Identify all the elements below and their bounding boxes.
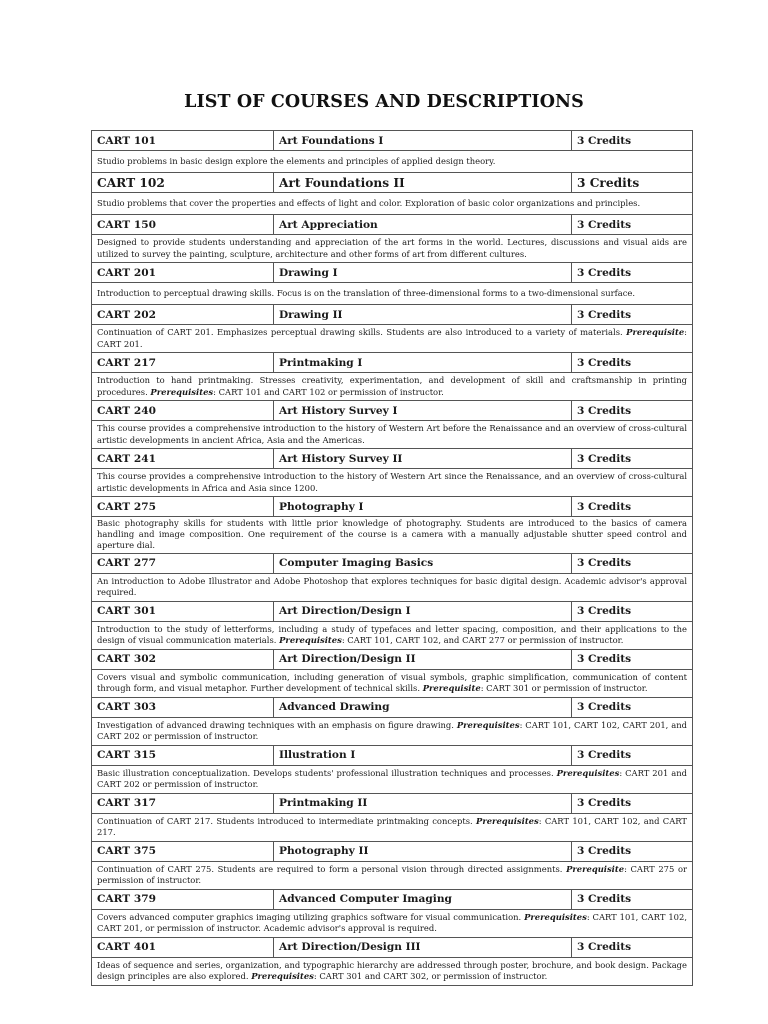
course-code: CART 401 <box>92 937 274 957</box>
prerequisite-label: Prerequisites <box>251 971 314 982</box>
prerequisite-label: Prerequisite <box>626 327 685 338</box>
course-code: CART 379 <box>92 889 274 909</box>
description-text: Studio problems that cover the properties and effects of light and color. Exploration of basic color organizations and principles. <box>97 197 641 208</box>
prerequisite-text: : CART 201 and CART 202 or permission of instructor. <box>97 767 688 790</box>
course-code: CART 102 <box>92 173 274 193</box>
course-description-row <box>92 193 693 215</box>
course-credits: 3 Credits <box>572 553 693 573</box>
course-credits: 3 Credits <box>572 889 693 909</box>
course-name: Art Foundations I <box>274 131 572 151</box>
course-code: CART 202 <box>92 305 274 325</box>
course-description-row <box>92 909 693 937</box>
course-description <box>92 193 693 215</box>
description-text: This course provides a comprehensive introduction to the history of Western Art since the Renaissance, and an overview of cross-cultural artistic developments in Africa and Asia since 1200. <box>97 471 687 493</box>
description-text: Introduction to the study of letterforms, including a study of typefaces and letter spacing, composition, and their applications to the design of visual communication materials. <box>97 623 687 646</box>
course-credits: 3 Credits <box>572 131 693 151</box>
course-header-row <box>92 649 693 669</box>
course-name: Art Appreciation <box>274 215 572 235</box>
course-credits: 3 Credits <box>572 649 693 669</box>
course-name: Drawing I <box>274 263 572 283</box>
course-code: CART 201 <box>92 263 274 283</box>
course-description-row <box>92 717 693 745</box>
description-text: Continuation of CART 217. Students introduced to intermediate printmaking concepts. <box>97 815 473 826</box>
course-name: Advanced Computer Imaging <box>274 889 572 909</box>
course-code: CART 101 <box>92 131 274 151</box>
course-credits: 3 Credits <box>572 697 693 717</box>
course-name: Art History Survey I <box>274 401 572 421</box>
course-description-row <box>92 235 693 263</box>
prerequisite-text: : CART 301 and CART 302, or permission of instructor. <box>313 971 548 982</box>
course-description <box>92 861 693 889</box>
course-header-row <box>92 793 693 813</box>
course-description <box>92 283 693 305</box>
course-description <box>92 373 693 401</box>
course-code: CART 303 <box>92 697 274 717</box>
course-name: Art Direction/Design III <box>274 937 572 957</box>
course-credits: 3 Credits <box>572 793 693 813</box>
course-code: CART 375 <box>92 841 274 861</box>
course-code: CART 150 <box>92 215 274 235</box>
course-name: Art Foundations II <box>274 173 572 193</box>
course-credits: 3 Credits <box>572 601 693 621</box>
course-description-row <box>92 957 693 985</box>
course-description-row <box>92 573 693 601</box>
course-description-row <box>92 765 693 793</box>
course-header-row <box>92 745 693 765</box>
course-description <box>92 469 693 497</box>
course-header-row <box>92 697 693 717</box>
course-description-row <box>92 861 693 889</box>
course-code: CART 315 <box>92 745 274 765</box>
course-name: Printmaking I <box>274 353 572 373</box>
page-title: LIST OF COURSES AND DESCRIPTIONS <box>184 92 584 112</box>
course-header-row <box>92 889 693 909</box>
course-credits: 3 Credits <box>572 173 693 193</box>
prerequisite-text: : CART 101, CART 102, and CART 217. <box>97 815 687 838</box>
course-description <box>92 573 693 601</box>
prerequisite-text: : CART 101, CART 102, and CART 277 or permission of instructor. <box>341 635 624 646</box>
course-header-row <box>92 449 693 469</box>
course-code: CART 217 <box>92 353 274 373</box>
course-code: CART 241 <box>92 449 274 469</box>
description-text: Ideas of sequence and series, organization, and typographic hierarchy are addressed through poster, brochure, and book design. Package design principles are also explored. <box>97 959 687 982</box>
course-credits: 3 Credits <box>572 745 693 765</box>
description-text: Continuation of CART 275. Students are required to form a personal vision through directed assignments. <box>97 863 563 874</box>
course-header-row <box>92 263 693 283</box>
prerequisite-text: : CART 101, CART 102, CART 201, and CART 202 or permission of instructor. <box>97 719 687 742</box>
course-name: Photography II <box>274 841 572 861</box>
course-description-row <box>92 469 693 497</box>
course-code: CART 275 <box>92 497 274 517</box>
course-credits: 3 Credits <box>572 841 693 861</box>
course-name: Printmaking II <box>274 793 572 813</box>
course-header-row <box>92 937 693 957</box>
description-text: Introduction to perceptual drawing skills. Focus is on the translation of three-dimensional forms to a two-dimensional surface. <box>97 287 636 298</box>
course-description <box>92 669 693 697</box>
course-credits: 3 Credits <box>572 449 693 469</box>
course-description <box>92 813 693 841</box>
course-description-row <box>92 669 693 697</box>
prerequisite-label: Prerequisites <box>556 767 620 778</box>
description-text: Investigation of advanced drawing techniques with an emphasis on figure drawing. <box>97 719 454 730</box>
course-description-row <box>92 813 693 841</box>
course-code: CART 317 <box>92 793 274 813</box>
description-text: Studio problems in basic design explore the elements and principles of applied design theory. <box>97 155 496 166</box>
course-code: CART 240 <box>92 401 274 421</box>
course-code: CART 301 <box>92 601 274 621</box>
course-header-row <box>92 497 693 517</box>
course-description-row <box>92 421 693 449</box>
course-credits: 3 Credits <box>572 305 693 325</box>
course-description-row <box>92 517 693 554</box>
prerequisite-label: Prerequisites <box>456 719 520 730</box>
course-description-row <box>92 151 693 173</box>
course-description <box>92 517 693 554</box>
course-description <box>92 621 693 649</box>
prerequisite-label: Prerequisites <box>150 386 214 397</box>
prerequisite-label: Prerequisites <box>279 635 342 646</box>
prerequisite-text: : CART 275 or permission of instructor. <box>97 863 687 886</box>
course-name: Art Direction/Design I <box>274 601 572 621</box>
description-text: Covers visual and symbolic communication, including generation of visual symbols, graphic simplification, communication of content through form, and visual metaphor. Further development of technical skills. <box>97 671 687 694</box>
course-header-row <box>92 305 693 325</box>
course-header-row <box>92 131 693 151</box>
course-description <box>92 717 693 745</box>
course-description <box>92 957 693 985</box>
course-description <box>92 235 693 263</box>
description-text: Basic photography skills for students with little prior knowledge of photography. Students are introduced to the basics of camera handling and image composition. One requirement of the course is a camera with a manually adjustable shutter speed control and aperture dial. <box>97 518 687 551</box>
course-name: Art History Survey II <box>274 449 572 469</box>
description-text: Designed to provide students understanding and appreciation of the art forms in the world. Lectures, discussions and visual aids are utilized to survey the painting, sculpture, architecture and other forms of art from different cultures. <box>97 237 687 259</box>
course-credits: 3 Credits <box>572 401 693 421</box>
prerequisite-text: : CART 101, CART 102, CART 201, or permission of instructor. Academic advisor's approval is required. <box>97 911 687 934</box>
courses-table <box>91 130 693 986</box>
course-description <box>92 421 693 449</box>
prerequisite-label: Prerequisite <box>422 683 481 694</box>
course-name: Computer Imaging Basics <box>274 553 572 573</box>
description-text: Introduction to hand printmaking. Stresses creativity, experimentation, and development of skill and craftsmanship in printing procedures. <box>97 375 687 397</box>
course-credits: 3 Credits <box>572 215 693 235</box>
course-name: Advanced Drawing <box>274 697 572 717</box>
course-name: Drawing II <box>274 305 572 325</box>
course-name: Art Direction/Design II <box>274 649 572 669</box>
course-credits: 3 Credits <box>572 497 693 517</box>
course-description <box>92 325 693 353</box>
course-header-row <box>92 601 693 621</box>
course-header-row <box>92 841 693 861</box>
course-header-row <box>92 215 693 235</box>
course-description <box>92 765 693 793</box>
course-description-row <box>92 621 693 649</box>
description-text: Covers advanced computer graphics imaging utilizing graphics software for visual communication. <box>97 911 522 922</box>
prerequisite-label: Prerequisites <box>524 911 587 922</box>
course-name: Photography I <box>274 497 572 517</box>
course-description <box>92 151 693 173</box>
course-description-row <box>92 325 693 353</box>
description-text: This course provides a comprehensive introduction to the history of Western Art before the Renaissance and an overview of cross-cultural artistic developments in ancient Africa, Asia and the Americas. <box>97 423 687 445</box>
prerequisite-text: : CART 301 or permission of instructor. <box>480 683 648 694</box>
course-credits: 3 Credits <box>572 263 693 283</box>
course-credits: 3 Credits <box>572 353 693 373</box>
course-header-row <box>92 553 693 573</box>
course-header-row <box>92 353 693 373</box>
prerequisite-label: Prerequisite <box>566 863 625 874</box>
course-code: CART 277 <box>92 553 274 573</box>
course-description-row <box>92 283 693 305</box>
description-text: Basic illustration conceptualization. Develops students' professional illustration techniques and processes. <box>97 767 554 778</box>
prerequisite-label: Prerequisites <box>476 815 539 826</box>
description-text: Continuation of CART 201. Emphasizes perceptual drawing skills. Students are also introduced to a variety of materials. <box>97 327 623 338</box>
course-description-row <box>92 373 693 401</box>
course-header-row <box>92 173 693 193</box>
course-code: CART 302 <box>92 649 274 669</box>
course-credits: 3 Credits <box>572 937 693 957</box>
description-text: An introduction to Adobe Illustrator and Adobe Photoshop that explores techniques for basic digital design. Academic advisor's approval required. <box>97 575 687 598</box>
prerequisite-text: : CART 201. <box>97 327 687 349</box>
course-header-row <box>92 401 693 421</box>
course-name: Illustration I <box>274 745 572 765</box>
course-description <box>92 909 693 937</box>
prerequisite-text: : CART 101 and CART 102 or permission of instructor. <box>213 386 444 397</box>
